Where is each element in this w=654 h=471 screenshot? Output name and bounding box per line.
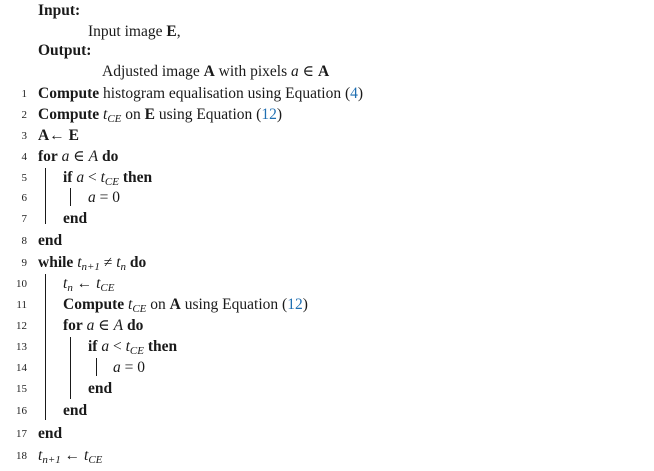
algo-line-7 <box>0 208 654 229</box>
input-label: Input: <box>38 2 81 19</box>
line-code <box>38 230 62 251</box>
keyword-end: end <box>63 210 88 227</box>
algo-line-9 <box>0 252 654 273</box>
keyword-end: end <box>88 380 113 397</box>
keyword-compute: Compute <box>38 85 100 102</box>
algo-line-2 <box>0 104 654 125</box>
line-number: 11 <box>16 299 27 311</box>
input-value: Input image E, <box>88 23 181 40</box>
var-t: t <box>128 296 133 313</box>
line-number: 4 <box>21 151 27 163</box>
algo-line-17 <box>0 423 654 444</box>
algo-line-4 <box>0 146 654 167</box>
text: using Equation ( <box>180 296 288 313</box>
line-number: 3 <box>21 130 27 142</box>
var-A: A <box>169 296 181 313</box>
text: ← <box>72 275 97 292</box>
algo-line-6 <box>0 187 654 208</box>
text: using Equation ( <box>154 106 262 123</box>
var-t: t <box>125 338 130 355</box>
var-t: t <box>96 275 101 292</box>
var-E: E <box>68 127 79 144</box>
output-value: Adjusted image A with pixels a ∈ A <box>102 63 330 80</box>
subscript: n <box>67 282 73 294</box>
line-number: 12 <box>16 320 27 332</box>
line-number: 2 <box>21 109 27 121</box>
text: ) <box>357 85 364 102</box>
keyword-compute: Compute <box>63 296 125 313</box>
var-a: a <box>76 169 85 186</box>
algo-line-8 <box>0 230 654 251</box>
line-code <box>63 315 143 336</box>
equation-ref-link[interactable]: 4 <box>350 85 358 102</box>
keyword-then: then <box>147 338 178 355</box>
subscript: CE <box>132 303 147 315</box>
output-label: Output: <box>38 42 92 59</box>
algo-line-16 <box>0 400 654 421</box>
line-number: 1 <box>21 88 27 100</box>
algo-line-13 <box>0 336 654 357</box>
line-number: 15 <box>16 383 27 395</box>
keyword-while: while <box>38 254 74 271</box>
subscript: CE <box>129 345 144 357</box>
line-code <box>88 187 120 208</box>
subscript: CE <box>107 113 122 125</box>
algo-line-5 <box>0 167 654 188</box>
text: < <box>109 338 126 355</box>
text: on <box>146 296 170 313</box>
text: ← <box>60 447 84 464</box>
line-number: 13 <box>16 341 27 353</box>
keyword-end: end <box>63 402 88 419</box>
line-code <box>38 423 62 444</box>
line-code <box>38 445 102 471</box>
equation-ref-link[interactable]: 12 <box>287 296 303 313</box>
text: < <box>84 169 101 186</box>
var-t: t <box>84 447 89 464</box>
keyword-do: do <box>127 317 144 334</box>
algo-line-14 <box>0 357 654 378</box>
line-code <box>38 146 118 167</box>
algo-line-1 <box>0 83 654 104</box>
text: ∈ <box>69 148 89 165</box>
text: ← <box>49 127 69 144</box>
subscript: n+1 <box>42 454 61 466</box>
keyword-end: end <box>38 425 63 442</box>
line-number: 14 <box>16 362 27 374</box>
keyword-for: for <box>38 148 58 165</box>
line-number: 18 <box>16 450 27 462</box>
keyword-do: do <box>102 148 119 165</box>
algo-line-12 <box>0 315 654 336</box>
subscript: CE <box>88 454 103 466</box>
var-A: A <box>113 317 124 334</box>
keyword-if: if <box>88 338 98 355</box>
text: ≠ <box>99 254 117 271</box>
line-number: 6 <box>21 192 27 204</box>
keyword-then: then <box>122 169 153 186</box>
text: = 0 <box>95 189 120 206</box>
line-number: 7 <box>21 213 27 225</box>
var-a: a <box>101 338 110 355</box>
text: = 0 <box>120 359 145 376</box>
var-a: a <box>86 317 95 334</box>
text: ) <box>302 296 308 313</box>
keyword-do: do <box>129 254 147 271</box>
line-number: 17 <box>16 428 27 440</box>
line-number: 5 <box>21 172 27 184</box>
line-number: 8 <box>21 235 27 247</box>
var-A: A <box>88 148 99 165</box>
subscript: CE <box>104 176 119 188</box>
var-t: t <box>77 254 82 271</box>
line-code <box>88 378 112 399</box>
keyword-compute: Compute <box>38 106 100 123</box>
keyword-if: if <box>63 169 73 186</box>
var-A: A <box>38 127 50 144</box>
text: ) <box>276 106 282 123</box>
equation-ref-link[interactable]: 12 <box>261 106 277 123</box>
var-t: t <box>103 106 108 123</box>
text: histogram equalisation using Equation ( <box>99 85 351 102</box>
var-t: t <box>63 275 68 292</box>
line-code <box>63 208 87 229</box>
line-code <box>113 357 145 378</box>
var-a: a <box>88 189 96 206</box>
var-a: a <box>61 148 70 165</box>
var-t: t <box>100 169 105 186</box>
var-E: E <box>144 106 155 123</box>
line-number: 10 <box>16 278 27 290</box>
keyword-end: end <box>38 232 63 249</box>
subscript: n+1 <box>81 261 100 273</box>
var-t: t <box>116 254 121 271</box>
algo-line-3 <box>0 125 654 146</box>
algo-line-18 <box>0 445 654 466</box>
line-number: 16 <box>16 405 27 417</box>
keyword-for: for <box>63 317 83 334</box>
var-t: t <box>38 447 43 464</box>
subscript: CE <box>100 282 115 294</box>
text: on <box>121 106 145 123</box>
var-a: a <box>113 359 121 376</box>
algo-line-10 <box>0 273 654 294</box>
text: ∈ <box>94 317 114 334</box>
line-number: 9 <box>21 257 27 269</box>
line-code <box>38 83 363 104</box>
algo-line-11 <box>0 294 654 315</box>
line-code <box>38 125 79 146</box>
subscript: n <box>120 261 127 273</box>
line-code <box>63 400 87 421</box>
algo-line-15 <box>0 378 654 399</box>
